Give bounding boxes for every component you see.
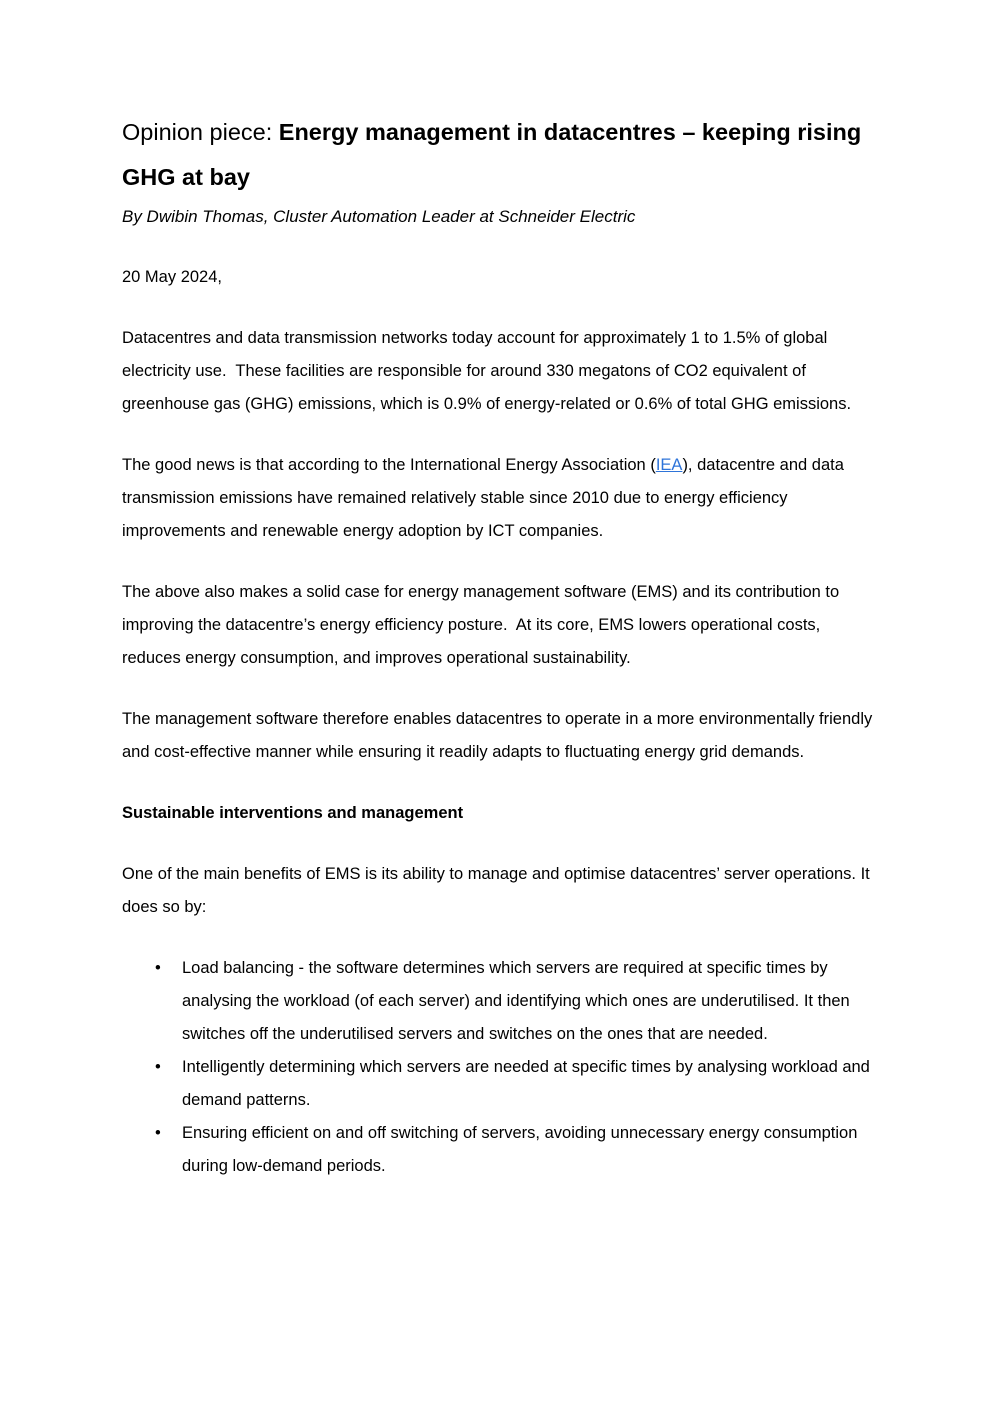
paragraph-ems-case: The above also makes a solid case for energy management software (EMS) and its contribution to improving the datacentre’s energy efficiency posture. At its core, EMS lowers operational costs, reduces energy consumption, and improves operational sustainability. — [122, 583, 844, 667]
list-item-text: Ensuring efficient on and off switching of servers, avoiding unnecessary energy consumption during low-demand periods. — [182, 1124, 862, 1175]
article-title — [122, 110, 879, 200]
paragraph-software-benefits: The management software therefore enables datacentres to operate in a more environmentally friendly and cost-effective manner while ensuring it readily adapts to fluctuating energy grid demands. — [122, 710, 877, 761]
paragraph-datacentre-emissions: Datacentres and data transmission networks today account for approximately 1 to 1.5% of global electricity use. These facilities are responsible for around 330 megatons of CO2 equivalent of greenhouse gas (GHG) emissions, which is 0.9% of energy-related or 0.6% of total GHG emissions. — [122, 329, 852, 413]
article-title-prefix: Opinion piece: — [122, 119, 279, 145]
article-title-main: Energy management in datacentres – keeping rising GHG at bay — [122, 119, 868, 190]
bullet-icon: • — [155, 1058, 161, 1076]
list-intro: One of the main benefits of EMS is its ability to manage and optimise datacentres’ server operations. It does so by: — [122, 865, 875, 916]
bullet-icon: • — [155, 959, 161, 977]
paragraph-iea-before: The good news is that according to the International Energy Association ( — [122, 456, 656, 474]
paragraph-iea-after: ), datacentre and data transmission emissions have remained relatively stable since 2010 due to energy efficiency improvements and renewable energy adoption by ICT companies. — [122, 456, 849, 540]
bullet-icon: • — [155, 1124, 161, 1142]
list-item-text: Load balancing - the software determines which servers are required at specific times by analysing the workload (of each server) and identifying which ones are underutilised. It then switches off the underutilised servers and switches on the ones that are needed. — [182, 959, 855, 1043]
byline: By Dwibin Thomas, Cluster Automation Leader at Schneider Electric — [122, 207, 636, 226]
list-item-intelligent-determination — [122, 1051, 879, 1117]
ems-benefits-list — [122, 952, 879, 1183]
date-line: 20 May 2024, — [122, 268, 222, 286]
section-heading-sustainable-interventions: Sustainable interventions and management — [122, 804, 464, 822]
iea-link[interactable]: IEA — [655, 456, 683, 474]
list-item-text: Intelligently determining which servers are needed at specific times by analysing workload and demand patterns. — [182, 1058, 875, 1109]
list-item-efficient-switching — [122, 1117, 879, 1183]
list-item-load-balancing — [122, 952, 879, 1051]
paragraph-iea — [122, 449, 879, 548]
